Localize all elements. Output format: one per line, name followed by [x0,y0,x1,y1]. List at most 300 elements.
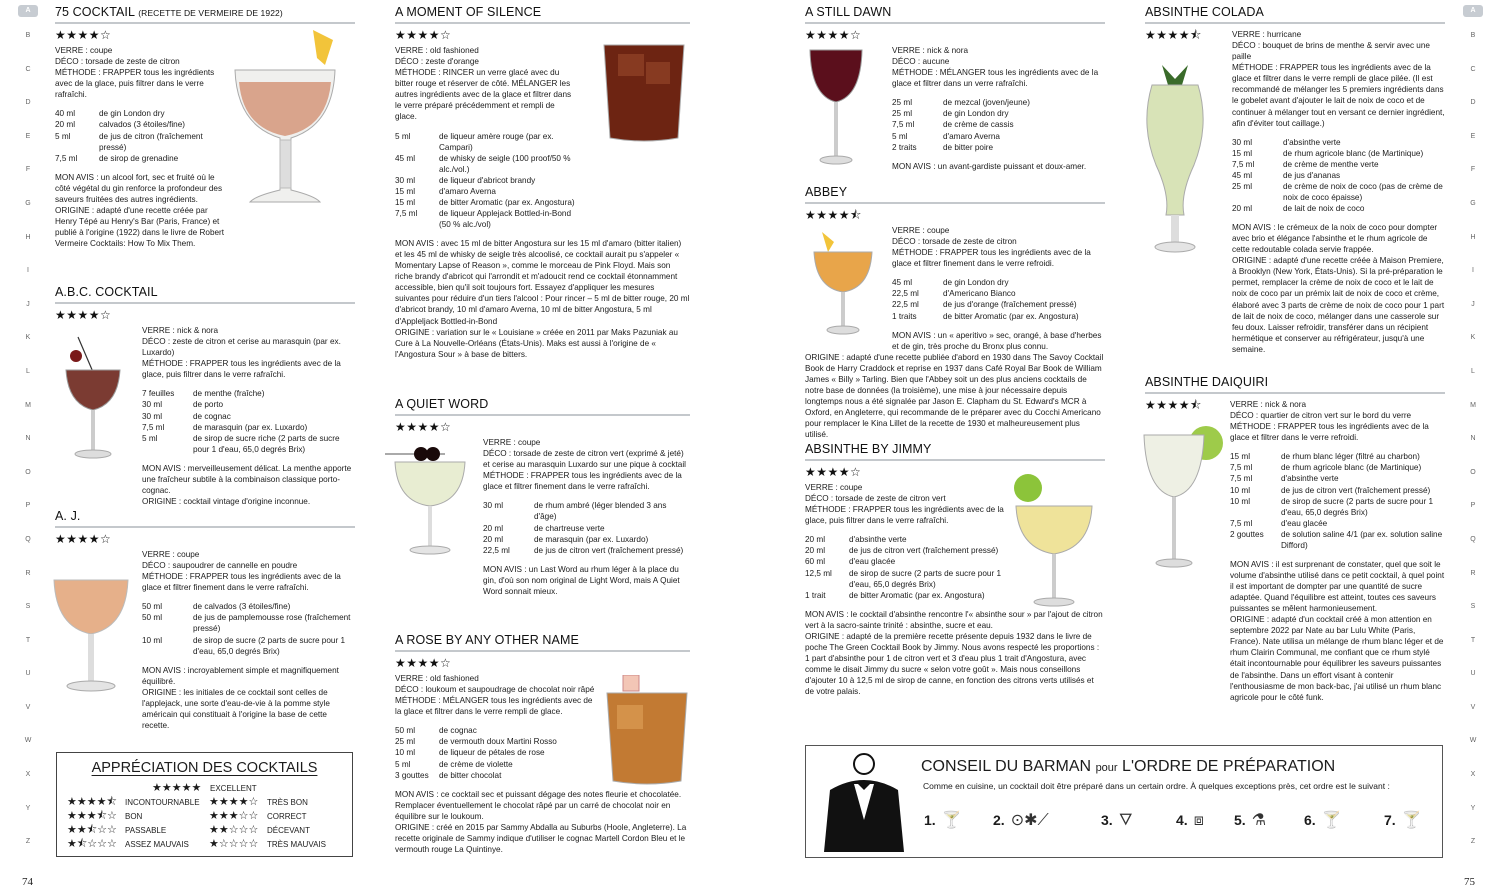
note-key: MON AVIS [1232,223,1271,233]
alphabet-letter: H [1470,233,1476,241]
note-value: : adapté d'une recette créée par Henry Tépé au Henry's Bar (Paris, France) et publié à l'origine (1922) dans le livre de Robert Vermeire Cocktails: How To Mix Them. [55,205,225,249]
alphabet-letter: U [1470,670,1476,678]
ingredient-name: de sirop de sucre riche (2 parts de sucre pour 1 d'eau, 65,0 degrés Brix) [193,433,340,454]
meta-key: DÉCO [483,449,507,459]
alphabet-letter: V [25,703,31,711]
ingredient-list [892,277,1105,321]
ingredient-qty: 22,5 ml [892,289,919,299]
note-line [142,687,355,731]
ingredient-qty: 10 ml [1230,485,1251,495]
note-line [142,463,355,496]
alphabet-letter: Y [1470,804,1476,812]
ingredient-row [395,747,595,758]
page-number-right: 75 [1464,876,1475,889]
ingredient-list [142,388,355,454]
ingredient-name: de jus de citron vert (fraîchement pressé) [1281,485,1431,495]
ingredient-qty: 50 ml [142,602,163,612]
ingredient-name: de vermouth doux Martini Rosso [439,737,557,747]
meta-key: VERRE [142,550,171,560]
ingredient-name: de bitter Aromatic (par ex. Angostura) [943,311,1079,321]
meta-value: : FRAPPER tous les ingrédients avec de la glace et filtrer finement dans le verre refroidi. [892,248,1091,269]
note-key: ORIGINE [142,687,177,697]
ingredient-qty: 30 ml [395,175,416,185]
ingredient-qty: 25 ml [395,737,416,747]
note-value: : adapté de la première recette présente depuis 1932 dans le livre de poche The Green Cocktail Book by Jimmy. Nous avons respecté les proportions : 1 part d'absinthe pour 1 de citron vert et 3 d'eau plus 1 trait d'Angostura, avec comme le disait Jimmy du sucre « selon votre goût ». Mais nous conseillons d'ajouter 10 à 12,5 ml de sirop de canne, en fonction des citrons verts utilisés et de votre palais. [805,631,1100,697]
note-key: MON AVIS [395,239,434,249]
meta-line [55,45,225,56]
ingredient-row [1232,137,1445,148]
ingredient-name: de bitter Aromatic (par ex. Angostura) [849,590,985,600]
rating-stars: ★★★★☆ [395,27,452,42]
ingredient-name: de menthe (fraîche) [193,389,265,399]
ingredient-name: de jus de citron (fraîchement pressé) [99,131,203,152]
recipe-meta [805,482,1005,526]
ingredient-row [142,411,355,422]
recipe-title-text: 75 COCKTAIL [55,5,135,19]
note-key: MON AVIS [892,161,931,171]
ingredient-name: de liqueur amère rouge (par ex. Campari) [439,131,554,152]
alphabet-letter: C [25,65,31,73]
note-value: : cocktail vintage d'origine inconnue. [176,496,311,506]
ingredient-name: de gin London dry [943,278,1009,288]
meta-key: DÉCO [805,494,829,504]
note-key: ORIGINE [395,822,430,832]
ingredient-qty: 45 ml [892,278,913,288]
page-number-left: 74 [22,876,33,889]
meta-value: : nick & nora [920,46,969,56]
alphabet-letter: H [25,233,31,241]
ingredient-name: de liqueur d'abricot brandy [439,175,536,185]
ingredient-name: de marasquin (par ex. Luxardo) [534,534,649,544]
meta-value: : nick & nora [1258,400,1307,410]
meta-line [142,549,355,560]
ingredient-list [805,534,1005,600]
note-key: MON AVIS [395,789,434,799]
meta-key: MÉTHODE [483,471,524,481]
ingredient-list [1232,137,1445,214]
rating-stars: ★★★★⯪ [805,207,862,222]
meta-line [483,448,690,470]
recipe-meta [395,45,575,122]
alphabet-letter: N [25,435,31,443]
ingredient-row [55,108,225,119]
meta-value: : torsade de zeste de citron [78,57,180,67]
recipe-notes [892,161,1105,172]
ingredient-name: de liqueur Applejack Bottled-in-Bond (50 % alc./vol) [439,208,571,229]
rating-label: TRÈS BON [267,798,308,807]
alphabet-letter: Y [25,804,31,812]
ingredient-row [1230,473,1445,484]
note-line [1232,255,1445,355]
alphabet-letter: K [1470,334,1476,342]
old-fashioned-glass-image [598,40,690,145]
meta-value: : old fashioned [423,674,479,684]
meta-line [483,470,690,492]
alphabet-letter: P [25,502,31,510]
alphabet-letter: G [1470,199,1476,207]
ingredient-qty: 15 ml [1232,148,1253,158]
alphabet-letter: E [25,132,31,140]
ingredient-row [1230,529,1445,551]
alphabet-current-left: A [18,5,38,17]
alphabet-letter: W [1469,737,1477,745]
note-line [55,172,225,205]
ingredient-qty: 20 ml [55,120,76,130]
ingredient-name: de rhum blanc léger (filtré au charbon) [1281,452,1420,462]
meta-line [142,336,355,358]
ingredient-row [395,759,595,770]
ingredient-qty: 5 ml [55,131,71,141]
note-key: ORIGINE [805,352,840,362]
step-icon: 🜄 [1118,812,1133,829]
meta-value: : FRAPPER tous les ingrédients avec de la glace et filtrer finement dans le verre rafraîchi. [142,572,341,593]
ingredient-name: de gin London dry [99,109,165,119]
rating-stars: ★☆☆☆☆ [209,838,259,850]
ingredient-qty: 5 ml [395,131,411,141]
recipe-meta [395,673,595,717]
ingredient-row [395,725,595,736]
note-value: : un alcool fort, sec et fruité où le côté végétal du gin renforce la profondeur des saveurs fruitées des autres ingrédients. [55,172,223,204]
recipe-title: A.B.C. COCKTAIL [55,284,355,304]
alphabet-letter: B [1470,32,1476,39]
rating-stars: ★★⯪☆☆ [67,824,117,836]
rating-stars: ★★★★⯪ [67,796,117,808]
tip-title-pour: pour [1095,762,1118,774]
meta-line [1230,410,1445,421]
note-line [395,238,690,327]
ingredient-row [1232,159,1445,170]
ingredient-row [395,186,575,197]
note-key: MON AVIS [142,665,181,675]
ingredient-name: d'eau glacée [849,557,896,567]
nick-nora-glass-image [808,46,864,168]
meta-line [142,571,355,593]
note-value: : un Last Word au rhum léger à la place du gin, d'où son nom original de Light Word, mais A Quiet Word sonnait mieux. [483,564,680,596]
prep-step [1101,810,1133,832]
rating-stars: ★★★★☆ [805,27,862,42]
alphabet-letter: Z [25,838,31,846]
meta-key: VERRE [805,483,834,493]
note-line [1232,222,1445,255]
alphabet-letter: O [1470,468,1476,476]
rating-row [67,837,189,852]
step-icon: 🍸 [941,812,962,829]
ingredient-name: de sirop de sucre (2 parts de sucre pour 1 d'eau, 65,0 degrés Brix) [1281,496,1434,517]
meta-value: : old fashioned [423,46,479,56]
recipe-notes [1232,222,1445,355]
ingredient-name: de rhum ambré (léger blended 3 ans d'âge) [534,501,667,522]
rating-label: TRÈS MAUVAIS [267,840,326,849]
step-number: 1. [924,812,936,828]
rating-row [209,823,310,838]
rating-row [67,823,166,838]
note-line [805,631,1105,697]
ingredient-row [55,153,225,164]
step-number: 6. [1304,812,1316,828]
rating-label: PASSABLE [125,826,167,835]
rating-legend-box [56,752,353,857]
meta-key: DÉCO [892,57,916,67]
ingredient-row [892,311,1105,322]
ingredient-qty: 45 ml [1232,170,1253,180]
note-key: MON AVIS [142,463,181,473]
ingredient-row [483,534,690,545]
step-number: 2. [993,812,1005,828]
recipe-meta [55,45,225,100]
ingredient-row [892,131,1105,142]
ingredient-qty: 7,5 ml [892,120,915,130]
bartender-illustration [816,750,911,855]
meta-value: : coupe [511,438,541,448]
ingredient-qty: 25 ml [892,109,913,119]
note-line [805,352,1105,441]
note-value: : un « aperitivo » sec, orangé, à base d'herbes et de gin, très proche du Bronx plus connu. [892,330,1102,351]
note-line [142,665,355,687]
meta-key: VERRE [483,438,512,448]
ingredient-name: d'absinthe verte [1281,474,1339,484]
recipe-title: ABSINTHE BY JIMMY [805,441,1105,461]
coupe-glass-image [1008,472,1100,612]
note-value: : ce cocktail sec et puissant dégage des notes fleurie et chocolatée. Remplacer éventuellement le chocolat râpé par un carré de chocolat noir en équilibre sur le loukoum. [395,789,682,821]
alphabet-index-left [18,5,38,871]
recipe-meta [142,325,355,380]
coupe-glass-image [808,232,878,337]
meta-line [395,695,595,717]
ingredient-qty: 7,5 ml [1230,474,1253,484]
note-value: : il est surprenant de constater, quel que soit le volume d'absinthe utilisé dans ce petit cocktail, à quel point il est important de dompter par une quantité de sucre adaptée. Quand l'équilibre est atteint, toutes ces saveurs puissantes se mêlent harmonieusement. [1230,559,1445,614]
meta-key: MÉTHODE [55,68,96,78]
ingredient-row [142,399,355,410]
meta-value: : MÉLANGER tous les ingrédients avec de la glace et filtrer dans le verre rempli de glace. [395,696,593,717]
ingredient-row [892,108,1105,119]
step-icon: ⊙✱⟋ [1010,812,1049,829]
ingredient-qty: 7,5 ml [1230,463,1253,473]
ingredient-row [1232,203,1445,214]
meta-key: MÉTHODE [142,572,183,582]
ingredient-name: de jus de pamplemousse rose (fraîchement pressé) [193,613,351,634]
meta-value: : torsade de zeste de citron vert (exprimé & jeté) et cerise au marasquin Luxardo sur une pique à cocktail [483,449,686,470]
ingredient-name: d'amaro Averna [439,186,496,196]
ingredient-row [142,612,355,634]
tip-title-a: CONSEIL DU BARMAN [921,758,1092,775]
ingredient-name: de gin London dry [943,109,1009,119]
ingredient-qty: 2 traits [892,142,917,152]
meta-key: DÉCO [1230,411,1254,421]
ingredient-name: de crème de menthe verte [1283,159,1379,169]
ingredient-name: de marasquin (par ex. Luxardo) [193,422,308,432]
alphabet-letter: T [1470,636,1476,644]
ingredient-name: de bitter Aromatic (par ex. Angostura) [439,197,575,207]
meta-value: : coupe [833,483,863,493]
meta-value: : torsade de zeste de citron [915,237,1017,247]
rating-stars: ★★★★⯪ [1145,27,1202,42]
note-line [395,327,690,360]
ingredient-name: de bitter poire [943,142,994,152]
alphabet-letter: F [1470,166,1476,174]
ingredient-name: de mezcal (joven/jeune) [943,98,1030,108]
ingredient-qty: 10 ml [1230,496,1251,506]
ingredient-row [1230,496,1445,518]
note-value: : les initiales de ce cocktail sont celles de l'applejack, une sorte d'eau-de-vie à la pomme style américain qui constituait à l'origine la base de cette recette. [142,687,330,730]
ingredient-qty: 50 ml [395,726,416,736]
meta-line [142,325,355,336]
ingredient-row [1230,462,1445,473]
alphabet-letter: P [1470,502,1476,510]
note-key: ORIGINE [55,205,90,215]
alphabet-letter: N [1470,435,1476,443]
ingredient-row [1230,518,1445,529]
ingredient-row [892,119,1105,130]
meta-key: DÉCO [1232,41,1256,51]
ingredient-qty: 15 ml [395,197,416,207]
ingredient-qty: 15 ml [395,186,416,196]
ingredient-row [142,388,355,399]
meta-line [395,684,595,695]
ingredient-qty: 7,5 ml [1232,159,1255,169]
meta-value: : saupoudrer de cannelle en poudre [165,561,298,571]
ingredient-qty: 30 ml [142,411,163,421]
meta-value: : nick & nora [170,326,219,336]
ingredient-qty: 30 ml [1232,137,1253,147]
rating-row [209,837,326,852]
coupe-glass-image [225,30,350,215]
alphabet-letter: F [25,166,31,174]
meta-key: VERRE [892,226,921,236]
meta-line [805,482,1005,493]
ingredient-name: de calvados (3 étoiles/fine) [193,602,291,612]
ingredient-qty: 5 ml [892,131,908,141]
rating-excellent [152,781,257,796]
ingredient-row [483,523,690,534]
ingredient-row [1232,170,1445,181]
alphabet-letter: B [25,32,31,39]
rating-stars: ★★★★☆ [209,796,259,808]
recipe-notes [142,665,355,731]
ingredient-row [142,422,355,433]
note-value: : adapté d'une recette créée à Maison Premiere, à Brooklyn (New York, États-Unis). Si la pré-préparation le permet, remplacer la crème de noix de coco et le lait de noix de coco par un prémix lait de noix de coco et crème, élaboré avec 3 parts de crème de noix de coco pour 1 part de lait de noix de coco, mélanger dans une casserole sur feu doux. Laisser refroidir, transférer dans un récipient hermétique et conserver au réfrigérateur, jusqu'à une semaine. [1232,256,1445,354]
ingredient-name: de rhum agricole blanc (de Martinique) [1283,148,1424,158]
alphabet-letter: L [1471,367,1475,375]
ingredient-name: de porto [193,400,224,410]
ingredient-list [395,725,595,780]
ingredient-qty: 10 ml [395,748,416,758]
ingredient-name: de whisky de seigle (100 proof/50 % alc./vol.) [439,153,571,174]
note-value: : variation sur le « Louisiane » créée en 2011 par Maks Pazuniak au Cure à La Nouvelle-Orléans (États-Unis). Maks est aussi à l'origine de « l'Angostura Sour » à base de bitters. [395,327,678,359]
rating-stars: ★★★★☆ [395,655,452,670]
alphabet-letter: W [24,737,32,745]
ingredient-row [805,590,1005,601]
ingredient-qty: 20 ml [483,534,504,544]
recipe-title: A QUIET WORD [395,396,690,416]
recipe-meta [483,437,690,492]
ingredient-name: de lait de noix de coco [1283,204,1365,213]
alphabet-letter: I [1472,267,1474,275]
nick-nora-glass-image [58,332,128,462]
ingredient-qty: 1 traits [892,311,917,321]
ingredient-qty: 7,5 ml [1230,518,1253,528]
ingredient-qty: 7,5 ml [55,153,78,163]
meta-line [805,493,1005,504]
recipe-title: ABSINTHE COLADA [1145,4,1445,24]
ingredient-name: de crème de cassis [943,120,1014,130]
ingredient-name: de chartreuse verte [534,523,605,533]
meta-line [892,45,1105,56]
meta-value: : torsade de zeste de citron vert [828,494,946,504]
meta-value: : FRAPPER tous les ingrédients avec de la glace et filtrer dans le verre rempli de glace pilée. (Il est recommandé de mélanger les 5 premiers ingrédients dans le gobelet avant d'ajouter le lait de noix de coco et de continuer à mélanger tout en versant ce dernier ingrédient, afin d'éviter tout caillage.) [1232,63,1445,128]
coupe-glass-image [50,572,132,697]
note-value: : incroyablement simple et magnifiquement équilibré. [142,665,339,686]
note-value: : adapté d'un cocktail créé à mon attention en septembre 2022 par Nate au bar Lulu White (Paris, France). Nate utilisa un mélange de rhum blanc léger et de rhum Clairin Communal, me confiant que ce rhum stylé était incontournable pour équilibrer les saveurs puissantes de l'absinthe. Dans un effort visant à contenir l'enthousiasme de mon back-bac, j'ai utilisé un rhum blanc agricole pour le côté funk. [1230,615,1444,702]
note-key: ORIGINE [395,327,430,337]
tip-text: Comme en cuisine, un cocktail doit être préparé dans un certain ordre. À quelques exceptions près, cet ordre est le suivant : [923,781,1390,791]
rating-stars: ★⯪☆☆☆ [67,838,117,850]
meta-key: DÉCO [55,57,79,67]
alphabet-letter: J [26,300,30,308]
ingredient-qty: 3 gouttes [395,770,429,780]
ingredient-row [805,545,1005,556]
note-line [892,330,1105,352]
note-key: MON AVIS [483,564,522,574]
alphabet-letter: Q [1470,535,1476,543]
ingredient-row [892,299,1105,310]
ingredient-list [1230,451,1445,551]
ingredient-row [805,534,1005,545]
note-line [1230,614,1445,703]
note-line [55,205,225,249]
meta-value: : aucune [915,57,950,67]
meta-key: DÉCO [395,57,419,67]
ingredient-qty: 15 ml [1230,452,1251,462]
alphabet-letter: E [1470,132,1476,140]
meta-line [892,56,1105,67]
ingredient-qty: 20 ml [483,523,504,533]
ingredient-qty: 20 ml [1232,204,1253,213]
rating-label: EXCELLENT [210,784,257,793]
recipe-notes [1230,559,1445,703]
meta-value: : coupe [920,226,950,236]
coupe-glass-image [385,440,475,558]
alphabet-letter: G [25,199,31,207]
alphabet-letter: S [1470,603,1476,611]
ingredient-qty: 7 feuilles [142,389,175,399]
ingredient-list [55,108,225,163]
note-value: : adapté d'une recette publiée d'abord en 1930 dans The Savoy Cocktail Book de Harry Craddock et reprise en 1937 dans Café Royal Bar Book de William James « Billy » Tarling. Bien que l'Abbey soit un des plus anciens cocktails de notre base de données (la troisième), une mise à jour nécessaire depuis longtemps nous a été signalée par Jason E. Clapham du St. Edward's MCR à Oxford, en Angleterre, qui recommande de le préparer avec du Cocchi Americano pour remplacer le Kina Lillet de la recette de 1930 et malheureusement plus utilisé. [805,352,1104,440]
ingredient-name: de jus d'ananas [1283,170,1341,180]
ingredient-row [805,568,1005,590]
alphabet-index-right [1463,5,1483,871]
meta-line [805,504,1005,526]
rating-stars: ★★★★⯪ [1145,397,1202,412]
rating-stars: ★★★☆☆ [209,810,259,822]
ingredient-name: de jus de citron vert (fraîchement pressé) [849,546,999,556]
recipe-title: A. J. [55,508,355,528]
recipe-notes [483,564,690,597]
alphabet-letter: I [27,267,29,275]
meta-line [395,56,575,67]
ingredient-name: de crème de violette [439,759,513,769]
recipe-meta [1230,399,1445,443]
meta-key: DÉCO [142,337,166,347]
note-key: ORIGINE [1230,615,1265,625]
note-key: MON AVIS [892,330,931,340]
meta-key: MÉTHODE [1230,422,1271,432]
rating-row [67,809,142,824]
recipe-meta [1232,29,1445,129]
ingredient-name: de jus de citron vert (fraîchement pressé) [534,545,684,555]
ingredient-name: d'amaro Averna [943,131,1000,141]
note-value: : avec 15 ml de bitter Angostura sur les 15 ml d'amaro (bitter italien) et les 45 ml de whisky de seigle très alcoolisé, ce cocktail aurait pu s'appeler « Momentary Lapse of Reason », comme le morceau de Pink Floyd. Mais son riche brandy d'abricot qui l'arrondit et m'adoucit rend ce cocktail étonnamment accessible, bien qu'il soit toujours fort. Essayez d'appliquer les mesures suivantes pour réduire d'un tiers l'alcool : Pour rincer – 5 ml de bitter rouge, 20 ml d'abricot brandy, 10 ml d'amaro Averna, 10 ml de bitter Angostura, 5 ml d'Appleljack Bottled-in-Bond [395,239,690,326]
ingredient-list [395,131,575,231]
